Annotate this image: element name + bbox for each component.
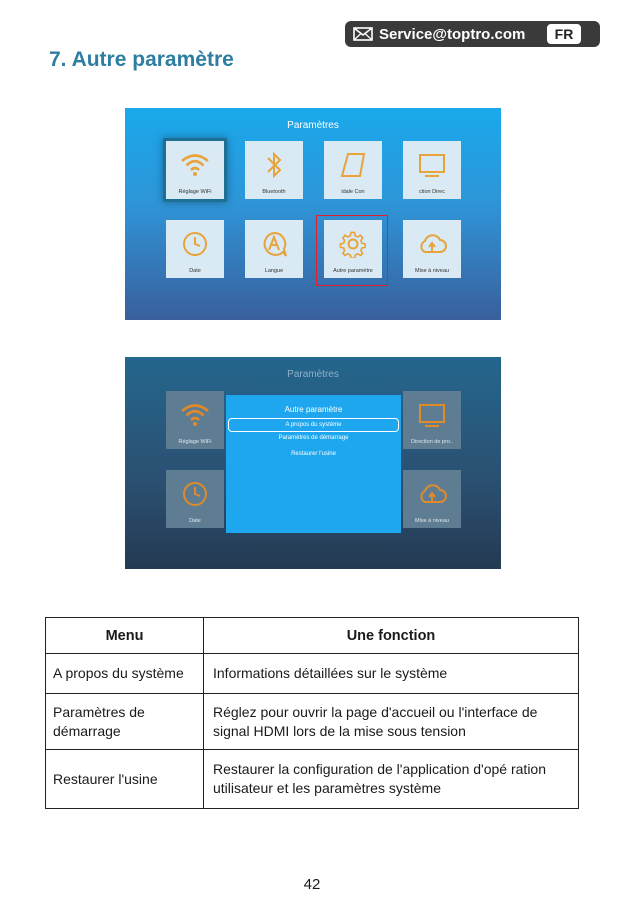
service-badge xyxy=(345,21,600,47)
cloud-upload-icon xyxy=(417,480,447,508)
tile-language[interactable] xyxy=(245,220,303,278)
settings-screen xyxy=(125,108,501,320)
tile-label: Réglage WiFi xyxy=(178,189,212,195)
bluetooth-icon xyxy=(259,151,289,179)
selection-highlight xyxy=(316,215,388,286)
tile-label: idale Con xyxy=(341,189,365,195)
tile-label: Autre paramètre xyxy=(333,268,373,274)
tile-label: Réglage WiFi xyxy=(178,439,212,445)
header-menu: Menu xyxy=(46,618,204,654)
clock-icon xyxy=(180,230,210,258)
language-code: FR xyxy=(546,23,582,45)
tile-bluetooth[interactable] xyxy=(245,141,303,199)
dialog-title: Autre paramètre xyxy=(284,405,343,414)
tile-projection-direction[interactable] xyxy=(403,391,461,449)
function-table xyxy=(45,617,579,809)
option-factory-reset[interactable]: Restaurer l'usine xyxy=(291,451,336,457)
wifi-icon xyxy=(180,151,210,179)
tile-label: Langue xyxy=(264,268,284,274)
cell-menu: A propos du système xyxy=(46,654,204,694)
cell-fonction: Restaurer la configuration de l'application d'opé ration utilisateur et les paramètres système xyxy=(204,750,579,809)
monitor-icon xyxy=(417,401,447,429)
tile-date[interactable] xyxy=(166,470,224,528)
table-row xyxy=(46,750,579,809)
monitor-icon xyxy=(417,151,447,179)
language-badge xyxy=(544,21,600,47)
tile-date[interactable] xyxy=(166,220,224,278)
cell-menu: Restaurer l'usine xyxy=(46,750,204,809)
clock-icon xyxy=(180,480,210,508)
tile-update[interactable] xyxy=(403,470,461,528)
option-startup-settings[interactable]: Paramètres de démarrage xyxy=(278,435,349,441)
tile-update[interactable] xyxy=(403,220,461,278)
section-title: 7. Autre paramètre xyxy=(49,48,234,71)
cell-fonction: Réglez pour ouvrir la page d'accueil ou l'interface de signal HDMI lors de la mise sous tension xyxy=(204,694,579,750)
tile-label: Date xyxy=(189,268,201,274)
tile-keystone[interactable] xyxy=(324,141,382,199)
cell-menu: Paramètres de démarrage xyxy=(46,694,204,750)
tile-label: Direction de pro.. xyxy=(411,439,453,445)
other-settings-screen xyxy=(125,357,501,569)
screen-title: Paramètres xyxy=(287,120,339,131)
email-text: Service@toptro.com xyxy=(379,25,526,43)
other-settings-dialog xyxy=(226,395,401,533)
screen-title: Paramètres xyxy=(287,369,339,380)
page-number: 42 xyxy=(303,876,321,893)
table-row xyxy=(46,654,579,694)
cell-fonction: Informations détaillées sur le système xyxy=(204,654,579,694)
table-row xyxy=(46,694,579,750)
table-header-row xyxy=(46,618,579,654)
tile-label: Mise à niveau xyxy=(415,268,449,274)
language-icon xyxy=(259,230,289,258)
tile-label: Bluetooth xyxy=(262,189,286,195)
tile-label: Mise à niveau xyxy=(415,518,449,524)
cloud-upload-icon xyxy=(417,230,447,258)
tile-projection-direction[interactable] xyxy=(403,141,461,199)
tile-wifi[interactable] xyxy=(166,391,224,449)
tile-wifi[interactable] xyxy=(166,141,224,199)
tile-label: ction Direc xyxy=(419,189,445,195)
trapezoid-icon xyxy=(338,151,368,179)
tile-label: Date xyxy=(189,518,201,524)
service-email xyxy=(345,21,544,47)
wifi-icon xyxy=(180,401,210,429)
envelope-icon xyxy=(353,27,373,41)
option-about-system[interactable]: A propos du système xyxy=(228,418,399,432)
header-fonction: Une fonction xyxy=(204,618,579,654)
